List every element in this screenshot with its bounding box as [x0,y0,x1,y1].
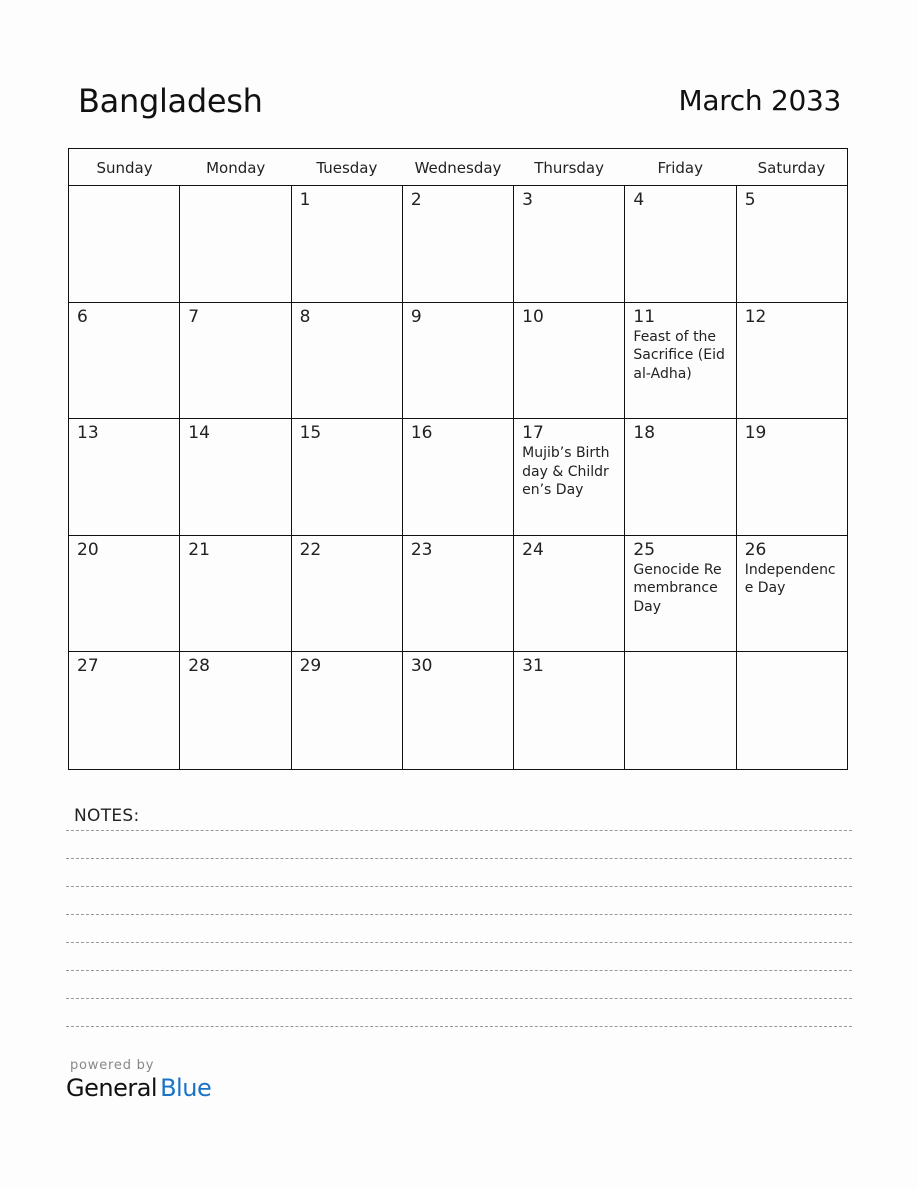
day-cell [403,419,514,535]
day-number: 23 [410,539,433,560]
notes-line [66,886,852,887]
day-cell [292,303,403,419]
day-number: 30 [410,656,433,677]
day-number: 26 [744,539,767,560]
day-cell [403,303,514,419]
powered-by-text: powered by [70,1058,155,1073]
day-cell [737,303,847,419]
week-row [69,303,847,420]
holiday-label: Mujib’s Birthday & Children’s Day [522,445,610,499]
day-number: 14 [188,423,210,444]
day-number: 27 [77,656,99,677]
weekday-friday: Friday [657,159,703,177]
country-title: Bangladesh [78,82,263,120]
day-number: 3 [522,190,533,210]
day-number: 18 [633,423,656,444]
notes-line [66,1026,852,1027]
day-cell [737,652,847,769]
day-cell [514,186,625,302]
month-year-title: March 2033 [678,84,841,117]
day-cell [625,652,736,769]
day-number: 20 [77,539,99,560]
weekday-tuesday: Tuesday [316,159,378,177]
day-cell [180,303,291,419]
day-cell [625,186,736,302]
day-number: 31 [522,656,544,677]
day-cell [69,652,180,769]
calendar-grid [68,148,848,770]
weekday-wednesday: Wednesday [414,159,502,177]
day-number: 24 [522,539,544,560]
day-number: 29 [299,656,322,677]
day-cell [625,419,736,535]
day-number: 5 [744,190,756,210]
weekday-monday: Monday [206,159,266,177]
day-number: 8 [299,306,311,327]
notes-line [66,998,852,999]
day-cell [292,536,403,652]
day-cell [403,652,514,769]
day-cell [737,419,847,535]
day-cell [514,419,625,535]
day-number: 22 [299,539,322,560]
day-number: 6 [77,306,88,327]
weekday-sunday: Sunday [96,159,153,177]
generalblue-logo [66,1074,211,1102]
notes-line [66,942,852,943]
day-cell [180,419,291,535]
day-number: 28 [188,656,210,677]
day-number: 13 [77,423,99,444]
holiday-label: Genocide Remembrance Day [633,561,722,615]
week-row [69,652,847,769]
day-cell [403,186,514,302]
day-cell [514,303,625,419]
day-number: 21 [188,539,210,560]
day-cell [403,536,514,652]
day-number: 25 [633,539,656,560]
day-cell [737,186,847,302]
weekday-header [69,149,847,186]
day-cell [292,419,403,535]
week-row [69,186,847,303]
notes-line [66,970,852,971]
day-number: 17 [522,423,544,444]
day-cell [514,652,625,769]
day-number: 12 [744,306,767,327]
day-number: 16 [410,423,433,444]
day-cell [737,536,847,652]
notes-line [66,914,852,915]
notes-label: NOTES: [74,806,140,826]
day-cell [625,303,736,419]
notes-line [66,858,852,859]
day-cell [292,652,403,769]
week-row [69,419,847,536]
day-cell [625,536,736,652]
day-cell [69,419,180,535]
weekday-saturday: Saturday [757,159,826,177]
holiday-label: Independence Day [744,561,836,597]
day-number: 1 [299,190,311,210]
day-cell [69,536,180,652]
day-number: 19 [744,423,767,444]
day-number: 9 [410,306,422,327]
day-number: 15 [299,423,322,444]
weekday-thursday: Thursday [534,159,604,177]
day-cell [180,186,291,302]
brand-blue: Blue [160,1074,212,1102]
day-number: 2 [410,190,422,210]
notes-line [66,830,852,831]
brand-general: General [66,1074,158,1102]
day-cell [180,536,291,652]
day-number: 7 [188,306,200,327]
week-row [69,536,847,653]
day-cell [292,186,403,302]
day-number: 4 [633,190,645,210]
day-number: 11 [633,306,656,327]
day-cell [69,303,180,419]
day-number: 10 [522,306,544,327]
holiday-label: Feast of the Sacrifice (Eid al-Adha) [633,328,725,382]
day-cell [514,536,625,652]
day-cell [180,652,291,769]
day-cell [69,186,180,302]
